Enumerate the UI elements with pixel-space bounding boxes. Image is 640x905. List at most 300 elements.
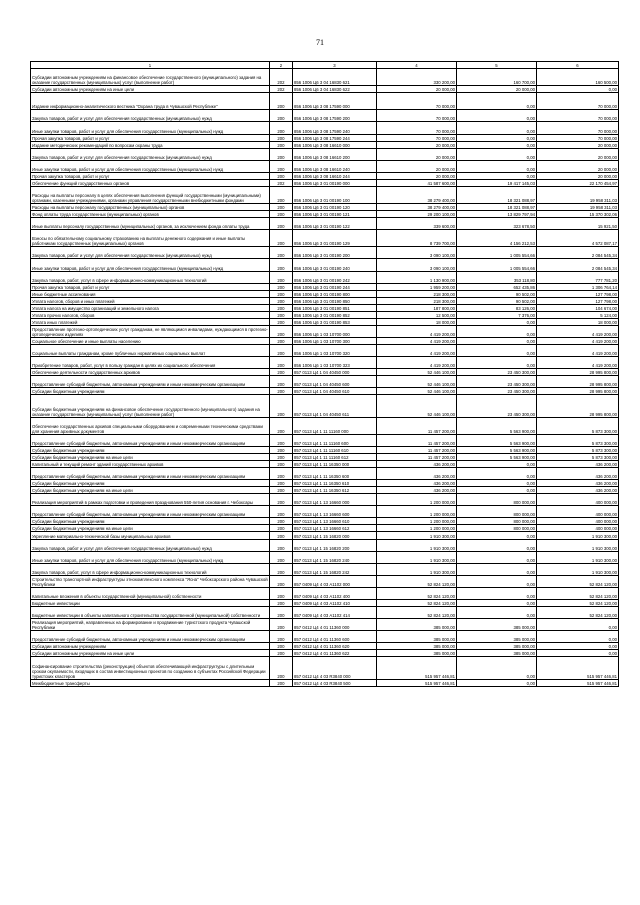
row-planned-amount-cell: 70 000,00 (377, 93, 457, 110)
row-code-cell: 200 (270, 453, 293, 460)
row-planned-amount-cell: 218 300,00 (377, 290, 457, 297)
row-planned-amount-cell: 52 446 100,00 (377, 388, 457, 395)
row-code-cell: 200 (270, 446, 293, 453)
row-planned-amount-cell: 1 959 200,00 (377, 283, 457, 290)
row-name-cell: Уплата иных платежей (31, 318, 270, 325)
row-executed-amount-cell: 0,00 (457, 148, 537, 160)
row-planned-amount-cell: 436 200,00 (377, 487, 457, 494)
row-planned-amount-cell: 11 457 200,00 (377, 417, 457, 434)
row-remaining-amount-cell: 15 370 302,06 (537, 211, 619, 218)
row-code-cell: 200 (270, 643, 293, 650)
row-planned-amount-cell: 41 587 600,00 (377, 179, 457, 186)
table-row (31, 657, 619, 679)
row-classification-code-cell: 856 1006 Ц6 3 08 16610 200 (293, 148, 377, 160)
row-planned-amount-cell: 436 200,00 (377, 460, 457, 467)
table-row (31, 650, 619, 657)
row-classification-code-cell: 857 0113 Ц4 1 11 11160 000 (293, 417, 377, 434)
row-executed-amount-cell: 800 000,00 (457, 518, 537, 525)
table-row (31, 619, 619, 631)
row-classification-code-cell: 856 1006 Ц6 1 03 10700 323 (293, 357, 377, 369)
row-classification-code-cell: 857 0113 Ц4 1 11 11160 612 (293, 453, 377, 460)
row-classification-code-cell: 857 0412 Ц4 4 03 R3840 000 (293, 657, 377, 679)
row-classification-code-cell: 857 0412 Ц4 4 01 11360 600 (293, 631, 377, 643)
row-name-cell: Субсидии бюджетным учреждениям (31, 446, 270, 453)
row-planned-amount-cell: 1 200 000,00 (377, 506, 457, 518)
row-planned-amount-cell: 1 910 300,00 (377, 563, 457, 575)
row-code-cell: 200 (270, 650, 293, 657)
row-code-cell: 200 (270, 271, 293, 283)
table-row (31, 290, 619, 297)
row-classification-code-cell: 856 1006 Ц6 3 01 00190 200 (293, 247, 377, 259)
table-row (31, 532, 619, 539)
row-planned-amount-cell: 1 910 300,00 (377, 539, 457, 551)
row-planned-amount-cell: 52 824 120,00 (377, 607, 457, 619)
row-remaining-amount-cell: 777 781,20 (537, 271, 619, 283)
row-name-cell: Софинансирование строительства (реконструкции) объектов обеспечивающей инфраструктуры с длительным сроком окупаемости, входящих в состав инвестиционных проектов по созданию в субъектах Российской Федерации туристских кластеров (31, 657, 270, 679)
row-planned-amount-cell: 12 500,00 (377, 311, 457, 318)
row-classification-code-cell: 856 1006 Ц6 3 01 00190 122 (293, 218, 377, 230)
row-planned-amount-cell: 52 824 120,00 (377, 575, 457, 587)
row-name-cell: Обеспечение государственных архивов специальными оборудованием и современными техническими средствами для хранения архивных документов (31, 417, 270, 434)
row-classification-code-cell: 857 0113 Ц4 1 13 16660 612 (293, 525, 377, 532)
table-row (31, 563, 619, 575)
row-name-cell: Иные закупки товаров, работ и услуг для обеспечения государственных (муниципальных) нужд (31, 122, 270, 134)
row-planned-amount-cell: 20 000,00 (377, 172, 457, 179)
row-planned-amount-cell: 339 600,00 (377, 218, 457, 230)
row-remaining-amount-cell: 436 200,00 (537, 460, 619, 467)
row-planned-amount-cell: 38 279 400,00 (377, 204, 457, 211)
row-name-cell: Субсидии бюджетным учреждениям (31, 388, 270, 395)
table-row (31, 186, 619, 203)
row-executed-amount-cell: 323 678,50 (457, 218, 537, 230)
table-row (31, 338, 619, 345)
table-row (31, 388, 619, 395)
row-executed-amount-cell: 0,00 (457, 345, 537, 357)
row-planned-amount-cell: 52 446 100,00 (377, 369, 457, 376)
row-executed-amount-cell: 0,00 (457, 172, 537, 179)
row-name-cell: Реализация мероприятий в рамках подготовки и проведения празднования 550-летия основания г. Чебоксары (31, 494, 270, 506)
row-executed-amount-cell: 0,00 (457, 563, 537, 575)
table-row (31, 297, 619, 304)
row-planned-amount-cell: 4 419 200,00 (377, 325, 457, 337)
row-name-cell: Социальные выплаты гражданам, кроме публичных нормативных социальных выплат (31, 345, 270, 357)
table-row (31, 679, 619, 686)
row-classification-code-cell: 857 0409 Ц4 4 03 А1102 410 (293, 599, 377, 606)
row-classification-code-cell: 857 0412 Ц4 4 01 11360 000 (293, 619, 377, 631)
row-name-cell: Субсидии автономным учреждениям (31, 643, 270, 650)
row-executed-amount-cell: 0,00 (457, 575, 537, 587)
row-remaining-amount-cell: 20 000,00 (537, 172, 619, 179)
row-planned-amount-cell: 4 419 200,00 (377, 338, 457, 345)
row-classification-code-cell: 857 0409 Ц4 4 03 А1102 414 (293, 607, 377, 619)
row-code-cell: 200 (270, 141, 293, 148)
row-executed-amount-cell: 0,00 (457, 599, 537, 606)
table-row (31, 134, 619, 141)
row-planned-amount-cell: 1 910 300,00 (377, 532, 457, 539)
row-executed-amount-cell: 5 563 900,00 (457, 446, 537, 453)
row-executed-amount-cell: 18 321 088,97 (457, 186, 537, 203)
row-code-cell: 200 (270, 434, 293, 446)
row-name-cell: Бюджетные инвестиции в объекты капитального строительства государственной (муниципальной) собственности (31, 607, 270, 619)
row-classification-code-cell: 857 0113 Ц4 1 13 16660 600 (293, 506, 377, 518)
row-classification-code-cell: 857 0113 Ц4 1 11 16350 600 (293, 468, 377, 480)
row-classification-code-cell: 856 1006 Ц6 1 03 10700 000 (293, 325, 377, 337)
row-remaining-amount-cell: 0,00 (537, 86, 619, 93)
row-classification-code-cell: 857 0113 Ц4 1 04 40450 600 (293, 376, 377, 388)
row-classification-code-cell: 856 1006 Ц6 3 08 16610 000 (293, 141, 377, 148)
table-row (31, 417, 619, 434)
row-code-cell: 200 (270, 186, 293, 203)
row-remaining-amount-cell: 28 995 800,00 (537, 376, 619, 388)
row-executed-amount-cell: 23 450 300,00 (457, 369, 537, 376)
row-planned-amount-cell: 385 000,00 (377, 650, 457, 657)
row-executed-amount-cell: 0,00 (457, 134, 537, 141)
table-row (31, 506, 619, 518)
row-remaining-amount-cell: 70 000,00 (537, 110, 619, 122)
row-executed-amount-cell: 353 118,80 (457, 271, 537, 283)
row-remaining-amount-cell: 5 873 300,00 (537, 417, 619, 434)
table-row (31, 518, 619, 525)
row-code-cell: 200 (270, 532, 293, 539)
row-classification-code-cell: 856 1006 Ц6 3 08 16610 240 (293, 160, 377, 172)
row-remaining-amount-cell: 20 000,00 (537, 141, 619, 148)
row-name-cell: Социальное обеспечение и иные выплаты населению (31, 338, 270, 345)
row-code-cell: 200 (270, 110, 293, 122)
row-classification-code-cell: 857 0409 Ц4 4 03 А1102 400 (293, 587, 377, 599)
row-code-cell: 200 (270, 93, 293, 110)
row-name-cell: Субсидии бюджетным учреждениям на иные цели (31, 487, 270, 494)
row-planned-amount-cell: 1 200 000,00 (377, 494, 457, 506)
table-row (31, 631, 619, 643)
row-remaining-amount-cell: 127 798,00 (537, 290, 619, 297)
row-planned-amount-cell: 4 419 200,00 (377, 357, 457, 369)
row-code-cell: 200 (270, 318, 293, 325)
row-code-cell: 200 (270, 506, 293, 518)
row-remaining-amount-cell: 19 958 311,03 (537, 204, 619, 211)
table-row (31, 599, 619, 606)
row-code-cell: 200 (270, 134, 293, 141)
row-executed-amount-cell: 0,00 (457, 160, 537, 172)
row-executed-amount-cell: 385 000,00 (457, 650, 537, 657)
row-name-cell: Укрепление материально-технической базы муниципальных архивов (31, 532, 270, 539)
row-name-cell: Иные закупки товаров, работ и услуг для обеспечения государственных (муниципальных) нужд (31, 259, 270, 271)
row-name-cell: Предоставление субсидий бюджетным, автономным учреждениям и иным некоммерческим организациям (31, 506, 270, 518)
row-code-cell: 200 (270, 311, 293, 318)
row-executed-amount-cell: 7 376,00 (457, 311, 537, 318)
row-classification-code-cell: 857 0113 Ц4 1 13 16660 000 (293, 494, 377, 506)
row-code-cell: 200 (270, 395, 293, 417)
row-executed-amount-cell: 1 005 554,66 (457, 247, 537, 259)
table-row (31, 204, 619, 211)
row-executed-amount-cell: 800 000,00 (457, 506, 537, 518)
row-code-cell: 200 (270, 631, 293, 643)
table-row (31, 494, 619, 506)
row-executed-amount-cell: 385 000,00 (457, 631, 537, 643)
table-row (31, 453, 619, 460)
row-executed-amount-cell: 0,00 (457, 357, 537, 369)
column-header-1: 1 (31, 62, 270, 69)
row-classification-code-cell: 856 1006 Ц6 3 01 00190 129 (293, 230, 377, 247)
row-planned-amount-cell: 1 200 000,00 (377, 518, 457, 525)
row-code-cell: 200 (270, 619, 293, 631)
row-classification-code-cell: 856 1006 Ц6 3 04 16830 621 (293, 69, 377, 86)
row-classification-code-cell: 856 1006 Ц6 3 08 16610 244 (293, 172, 377, 179)
row-planned-amount-cell: 20 000,00 (377, 86, 457, 93)
row-code-cell: 200 (270, 468, 293, 480)
table-row (31, 271, 619, 283)
row-remaining-amount-cell: 1 306 764,14 (537, 283, 619, 290)
row-classification-code-cell: 857 0113 Ц4 1 15 16820 242 (293, 563, 377, 575)
row-code-cell: 200 (270, 218, 293, 230)
row-planned-amount-cell: 20 000,00 (377, 148, 457, 160)
row-classification-code-cell: 857 0113 Ц4 1 11 11160 610 (293, 446, 377, 453)
row-executed-amount-cell: 5 563 900,00 (457, 417, 537, 434)
row-code-cell: 200 (270, 575, 293, 587)
row-code-cell: 200 (270, 247, 293, 259)
row-planned-amount-cell: 187 800,00 (377, 304, 457, 311)
row-code-cell: 200 (270, 599, 293, 606)
row-name-cell: Субсидии автономным учреждениям на финансовое обеспечение государственного (муниципального) задания на оказание государственных (муниципальных) услуг (выполнение работ) (31, 69, 270, 86)
table-row (31, 148, 619, 160)
row-code-cell: 200 (270, 122, 293, 134)
row-name-cell: Строительство транспортной инфраструктуры этнокомплексного комплекса "Ясна" Чебоксарского района Чувашской Республики (32, 576, 268, 587)
row-classification-code-cell: 856 1006 Ц6 3 01 00190 100 (293, 186, 377, 203)
row-executed-amount-cell: 652 435,86 (457, 283, 537, 290)
row-remaining-amount-cell: 1 910 300,00 (537, 563, 619, 575)
row-name-cell: Закупка товаров, работ и услуг для обеспечения государственных (муниципальных) нужд (31, 110, 270, 122)
row-classification-code-cell: 856 1006 Ц6 3 08 17590 240 (293, 122, 377, 134)
table-row (31, 172, 619, 179)
row-remaining-amount-cell: 20 000,00 (537, 148, 619, 160)
row-name-cell: Субсидии автономным учреждениям на иные цели (31, 650, 270, 657)
row-name-cell: Издание информационно-аналитического вестника "Охрана труда в Чувашской Республике" (31, 93, 270, 110)
row-remaining-amount-cell: 436 200,00 (537, 480, 619, 487)
row-planned-amount-cell: 11 457 200,00 (377, 434, 457, 446)
row-executed-amount-cell: 13 829 797,94 (457, 211, 537, 218)
row-executed-amount-cell: 0,00 (457, 338, 537, 345)
row-name-cell: Расходы на выплаты персоналу государственных (муниципальных) органов (31, 204, 270, 211)
row-classification-code-cell: 856 1006 Ц6 3 01 00190 242 (293, 271, 377, 283)
row-remaining-amount-cell: 28 995 800,00 (537, 388, 619, 395)
table-row (31, 434, 619, 446)
row-code-cell: 200 (270, 325, 293, 337)
row-executed-amount-cell: 4 156 212,53 (457, 230, 537, 247)
row-name-cell: Реализация мероприятий, направленных на формирование и продвижение туристского продукта Чувашской Республики (31, 619, 270, 631)
row-remaining-amount-cell: 5 873 300,00 (537, 453, 619, 460)
row-code-cell: 200 (270, 345, 293, 357)
table-body (31, 69, 619, 687)
row-code-cell: 200 (270, 417, 293, 434)
row-remaining-amount-cell: 52 824 120,00 (537, 575, 619, 587)
table-row (31, 318, 619, 325)
row-name-cell: Закупка товаров, работ и услуг для обеспечения государственных (муниципальных) нужд (31, 148, 270, 160)
column-header-2: 2 (270, 62, 293, 69)
row-code-cell: 200 (270, 487, 293, 494)
row-classification-code-cell: 857 0113 Ц4 1 04 40450 000 (293, 369, 377, 376)
row-classification-code-cell: 857 0412 Ц4 4 01 11360 620 (293, 643, 377, 650)
row-classification-code-cell: 856 1006 Ц6 3 01 00190 121 (293, 211, 377, 218)
table-row (31, 311, 619, 318)
row-code-cell: 200 (270, 357, 293, 369)
row-code-cell: 200 (270, 290, 293, 297)
table-row (31, 607, 619, 619)
row-planned-amount-cell: 1 200 000,00 (377, 525, 457, 532)
row-name-cell: Предоставление субсидий бюджетным, автономным учреждениям и иным некоммерческим организациям (31, 434, 270, 446)
row-code-cell: 202 (270, 86, 293, 93)
row-executed-amount-cell: 0,00 (457, 460, 537, 467)
row-code-cell: 200 (270, 587, 293, 599)
row-classification-code-cell: 857 0113 Ц4 1 11 11160 600 (293, 434, 377, 446)
row-code-cell: 200 (270, 259, 293, 271)
row-executed-amount-cell: 0,00 (457, 607, 537, 619)
row-executed-amount-cell: 0,00 (457, 587, 537, 599)
row-executed-amount-cell: 160 700,00 (457, 69, 537, 86)
row-remaining-amount-cell: 4 572 087,17 (537, 230, 619, 247)
row-planned-amount-cell: 515 957 446,81 (377, 657, 457, 679)
row-executed-amount-cell: 5 563 900,00 (457, 453, 537, 460)
row-executed-amount-cell: 0,00 (457, 325, 537, 337)
row-executed-amount-cell: 0,00 (457, 657, 537, 679)
row-name-cell: Прочая закупка товаров, работ и услуг (31, 283, 270, 290)
row-classification-code-cell: 856 1006 Ц6 3 01 00190 851 (293, 304, 377, 311)
row-classification-code-cell: 857 0113 Ц4 1 04 40450 611 (293, 395, 377, 417)
table-row (31, 460, 619, 467)
table-row (31, 211, 619, 218)
column-header-4: 4 (377, 62, 457, 69)
table-row (31, 575, 619, 587)
row-remaining-amount-cell: 1 910 300,00 (537, 532, 619, 539)
table-row (31, 160, 619, 172)
row-remaining-amount-cell: 1 910 300,00 (537, 551, 619, 563)
row-executed-amount-cell: 23 450 300,00 (457, 395, 537, 417)
row-code-cell: 200 (270, 388, 293, 395)
row-executed-amount-cell: 23 450 300,00 (457, 388, 537, 395)
row-name-cell: Обеспечение функций государственных органов (31, 179, 270, 186)
row-remaining-amount-cell: 70 000,00 (537, 134, 619, 141)
row-remaining-amount-cell: 2 084 545,34 (537, 259, 619, 271)
table-row (31, 325, 619, 337)
table-row (31, 551, 619, 563)
column-header-5: 5 (457, 62, 537, 69)
row-name-cell: Иные бюджетные ассигнования (31, 290, 270, 297)
row-code-cell: 200 (270, 539, 293, 551)
table-row (31, 122, 619, 134)
row-code-cell: 200 (270, 304, 293, 311)
row-planned-amount-cell: 3 090 100,00 (377, 259, 457, 271)
row-planned-amount-cell: 52 824 120,00 (377, 599, 457, 606)
row-name-cell: Субсидии бюджетным учреждениям на финансовое обеспечение государственного (муниципального) задания на оказание государственных (муниципальных) услуг (выполнение работ) (31, 395, 270, 417)
row-code-cell: 200 (270, 172, 293, 179)
row-classification-code-cell: 856 1006 Ц6 3 08 17590 244 (293, 134, 377, 141)
table-row (31, 643, 619, 650)
row-remaining-amount-cell: 400 000,00 (537, 506, 619, 518)
row-remaining-amount-cell: 4 419 200,00 (537, 338, 619, 345)
row-executed-amount-cell: 83 126,00 (457, 304, 537, 311)
row-classification-code-cell: 856 1006 Ц6 3 01 00190 120 (293, 204, 377, 211)
row-remaining-amount-cell: 70 000,00 (537, 122, 619, 134)
table-row (31, 345, 619, 357)
row-planned-amount-cell: 18 000,00 (377, 318, 457, 325)
row-name-cell: Закупка товаров, работ, услуг в сфере информационно-коммуникационных технологий (31, 271, 270, 283)
row-classification-code-cell: 856 1006 Ц6 1 03 10700 320 (293, 345, 377, 357)
row-planned-amount-cell: 52 446 100,00 (377, 376, 457, 388)
table-row (31, 304, 619, 311)
row-planned-amount-cell: 218 300,00 (377, 297, 457, 304)
row-remaining-amount-cell: 4 419 200,00 (537, 357, 619, 369)
row-remaining-amount-cell: 515 957 446,81 (537, 679, 619, 686)
row-planned-amount-cell: 515 957 446,81 (377, 679, 457, 686)
row-planned-amount-cell: 52 824 120,00 (377, 587, 457, 599)
row-planned-amount-cell: 11 457 200,00 (377, 453, 457, 460)
row-name-cell: Взносы по обязательному социальному страхованию на выплаты денежного содержания и иные выплаты работникам государственных (муниципальных) органов (31, 230, 270, 247)
row-planned-amount-cell: 1 910 300,00 (377, 551, 457, 563)
row-code-cell: 200 (270, 494, 293, 506)
row-executed-amount-cell: 800 000,00 (457, 525, 537, 532)
row-remaining-amount-cell: 5 873 300,00 (537, 434, 619, 446)
row-executed-amount-cell: 0,00 (457, 539, 537, 551)
row-planned-amount-cell: 330 200,00 (377, 69, 457, 86)
row-code-cell: 200 (270, 607, 293, 619)
row-classification-code-cell: 856 1006 Ц6 3 01 00190 850 (293, 297, 377, 304)
row-remaining-amount-cell: 22 170 454,97 (537, 179, 619, 186)
table-row (31, 376, 619, 388)
row-planned-amount-cell: 3 090 100,00 (377, 247, 457, 259)
row-remaining-amount-cell: 18 000,00 (537, 318, 619, 325)
row-remaining-amount-cell: 400 000,00 (537, 494, 619, 506)
table-row (31, 446, 619, 453)
table-row (31, 369, 619, 376)
row-classification-code-cell: 856 1006 Ц6 1 03 10700 300 (293, 338, 377, 345)
row-name-cell: Субсидии автономным учреждениям на иные цели (31, 86, 270, 93)
row-executed-amount-cell: 19 417 145,03 (457, 179, 537, 186)
row-code-cell: 200 (270, 338, 293, 345)
table-row (31, 86, 619, 93)
row-name-cell: Субсидии бюджетным учреждениям (31, 518, 270, 525)
row-classification-code-cell: 857 0113 Ц4 1 11 16350 612 (293, 487, 377, 494)
row-executed-amount-cell: 0,00 (457, 487, 537, 494)
row-executed-amount-cell: 0,00 (457, 480, 537, 487)
row-name-cell: Предоставление субсидий бюджетным, автономным учреждениям и иным некоммерческим организациям (31, 631, 270, 643)
row-executed-amount-cell: 1 005 554,66 (457, 259, 537, 271)
table-row (31, 539, 619, 551)
table-row (31, 395, 619, 417)
row-remaining-amount-cell: 515 957 446,81 (537, 657, 619, 679)
row-planned-amount-cell: 4 419 200,00 (377, 345, 457, 357)
row-remaining-amount-cell: 19 958 311,03 (537, 186, 619, 203)
row-executed-amount-cell: 90 502,00 (457, 297, 537, 304)
row-executed-amount-cell: 0,00 (457, 122, 537, 134)
row-code-cell: 200 (270, 551, 293, 563)
row-planned-amount-cell: 385 000,00 (377, 643, 457, 650)
row-name-cell: Фонд оплаты труда государственных (муниципальных) органов (31, 211, 270, 218)
row-name-cell: Предоставление протезно-ортопедических услуг гражданам, не являющимся инвалидами, нуждающимся в протезно-ортопедических изделиях (32, 327, 268, 338)
row-executed-amount-cell: 0,00 (457, 468, 537, 480)
row-remaining-amount-cell: 400 000,00 (537, 525, 619, 532)
row-executed-amount-cell: 20 000,00 (457, 86, 537, 93)
budget-execution-table (30, 61, 619, 687)
table-row (31, 587, 619, 599)
row-code-cell: 202 (270, 179, 293, 186)
row-name-cell: Субсидии бюджетным учреждениям (31, 480, 270, 487)
row-code-cell: 200 (270, 376, 293, 388)
row-classification-code-cell: 856 1006 Ц6 3 01 00190 800 (293, 290, 377, 297)
row-planned-amount-cell: 20 000,00 (377, 160, 457, 172)
row-remaining-amount-cell: 52 824 120,00 (537, 587, 619, 599)
row-remaining-amount-cell: 4 419 200,00 (537, 345, 619, 357)
row-classification-code-cell: 856 1006 Ц6 3 01 00190 000 (293, 179, 377, 186)
row-remaining-amount-cell: 52 824 120,00 (537, 599, 619, 606)
row-executed-amount-cell: 18 321 088,97 (457, 204, 537, 211)
